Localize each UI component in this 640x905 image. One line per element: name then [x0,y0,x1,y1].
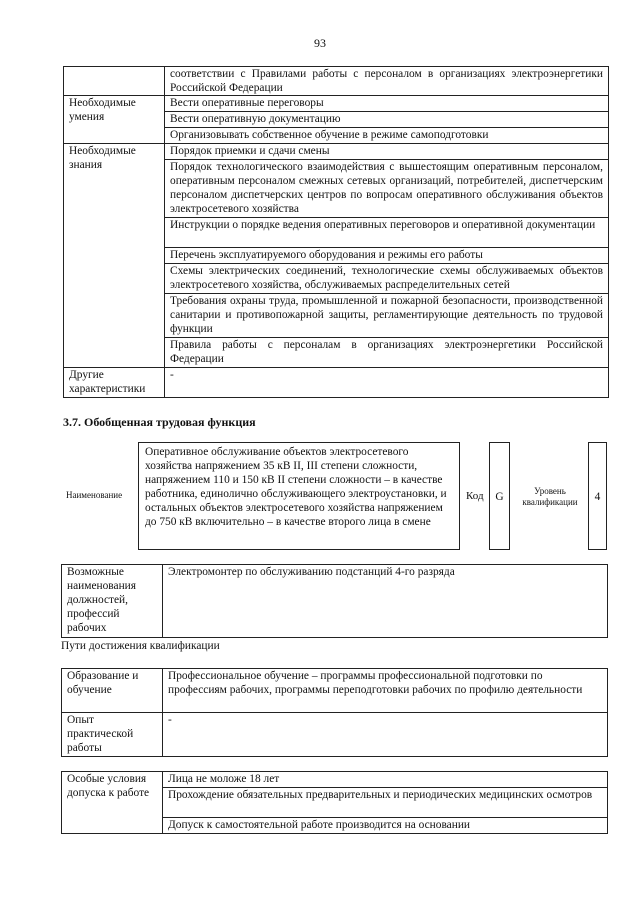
function-name-text: Оперативное обслуживание объектов электросетевого хозяйства напряжением 35 кВ II, III степени сложности, напряжением 110 и 150 кВ II степени сложности – в качестве работника, единолично обслуживающего электроустановки, и остальных объектов электросетевого хозяйства напряжением до 750 кВ включительно – в качестве второго лица в смене [145,446,447,528]
row-item: Порядок приемки и сдачи смены [165,144,609,160]
row-item: Порядок технологического взаимодействия с вышестоящим оперативным персоналом, оперативным персоналом смежных сетевых организаций, потребителей, диспетчерским персоналом диспетчерских центров по вопросам оперативного обслуживания объектов электросетевого хозяйства [165,160,609,218]
admission-item: Допуск к самостоятельной работе производится на основании [163,818,608,834]
admission-label: Особые условия допуска к работе [62,772,163,834]
table-row [62,669,608,713]
level-value: 4 [594,491,601,503]
table-row [64,96,609,112]
row-item: Перечень эксплуатируемого оборудования и режимы его работы [165,248,609,264]
education-value: Профессиональное обучение – программы профессиональной подготовки по профессиям рабочих, программы переподготовки рабочих по профилю деятельности [163,669,608,713]
row-label-skills: Необходимые умения [64,96,165,144]
section-title: 3.7. Обобщенная трудовая функция [63,415,256,429]
qualification-heading: Пути достижения квалификации [61,640,220,652]
row-item: - [165,368,609,398]
page-number: 93 [314,36,326,50]
code-box [489,442,510,550]
table-row [64,368,609,398]
row-item: Инструкции о порядке ведения оперативных переговоров и оперативной документации [165,218,609,248]
row-item: Вести оперативную документацию [165,112,609,128]
row-item: Требования охраны труда, промышленной и пожарной безопасности, производственной санитарии и противопожарной защиты, регламентирующие деятельность по трудовой функции [165,294,609,338]
row-label [64,67,165,96]
name-label: Наименование [66,490,123,500]
positions-label: Возможные наименования должностей, профессий рабочих [62,565,163,638]
table-row [62,565,608,638]
row-item: Схемы электрических соединений, технологические схемы обслуживаемых объектов электросетевого хозяйства, обслуживаемых распределительных сетей [165,264,609,294]
row-item: Правила работы с персоналам в организациях электроэнергетики Российской Федерации [165,338,609,368]
positions-value: Электромонтер по обслуживанию подстанций 4-го разряда [163,565,608,638]
positions-table [61,564,608,638]
table-row [62,772,608,788]
table-row [64,144,609,160]
level-label: Уровень квалификации [522,486,578,507]
row-item: соответствии с Правилами работы с персоналом в организациях электроэнергетики Российской Федерации [165,67,609,96]
row-label-knowledge: Необходимые знания [64,144,165,368]
row-item: Организовывать собственное обучение в режиме самоподготовки [165,128,609,144]
admission-item: Прохождение обязательных предварительных и периодических медицинских осмотров [163,788,608,818]
table-row [62,713,608,757]
table-row [64,67,609,96]
row-label-other: Другие характеристики [64,368,165,398]
code-value: G [495,491,504,503]
skills-table [63,66,609,398]
admission-item: Лица не моложе 18 лет [163,772,608,788]
level-box [588,442,607,550]
row-item: Вести оперативные переговоры [165,96,609,112]
experience-label: Опыт практической работы [62,713,163,757]
code-label: Код [466,490,484,502]
education-label: Образование и обучение [62,669,163,713]
experience-value: - [163,713,608,757]
qualification-table [61,668,608,757]
admission-table [61,771,608,834]
function-name-box [138,442,460,550]
